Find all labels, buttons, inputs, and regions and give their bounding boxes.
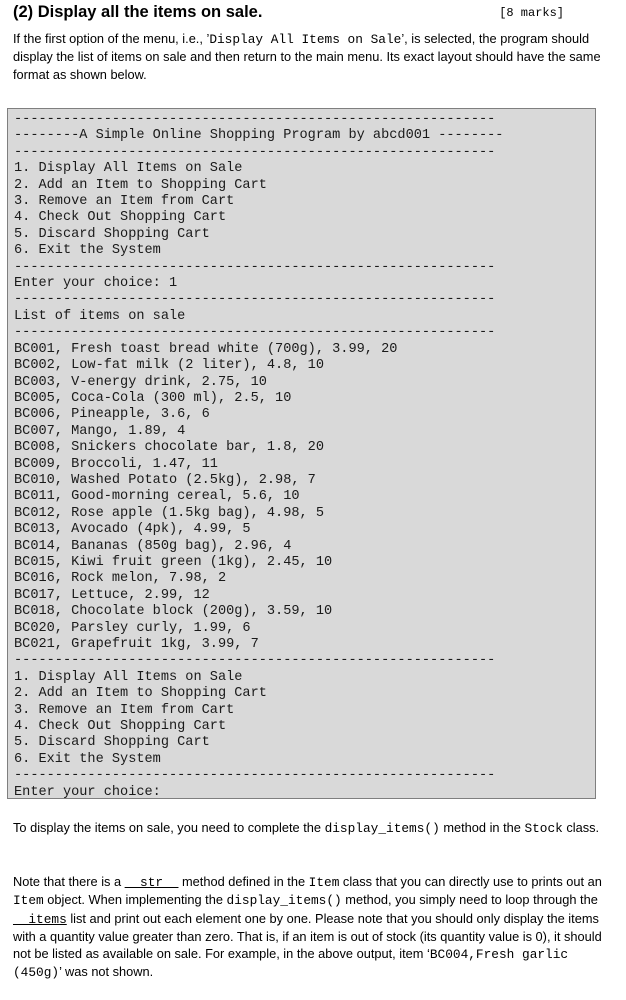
console-separator-line: ----------------------------------------------------------- — [14, 259, 496, 275]
para3-code-method: display_items() — [226, 893, 342, 909]
display-items-paragraph — [13, 819, 603, 837]
console-separator-line: --------A Simple Online Shopping Program by abcd001 -------- — [14, 128, 504, 144]
para3-code-item: Item — [308, 875, 340, 890]
console-separator-line: ----------------------------------------------------------- — [14, 768, 496, 784]
para2-text-3: class. — [562, 820, 600, 835]
console-line: BC017, Lettuce, 2.99, 12 — [14, 587, 210, 603]
console-line: Enter your choice: — [14, 784, 161, 800]
console-line: 3. Remove an Item from Cart — [14, 194, 235, 210]
console-line: 5. Discard Shopping Cart — [14, 735, 210, 751]
note-paragraph — [13, 873, 603, 982]
para3-code-str: __str__ — [124, 875, 179, 890]
para3-text-2: method defined in the — [178, 874, 309, 889]
para2-code-class: Stock — [524, 821, 563, 836]
console-separator-line: ----------------------------------------------------------- — [14, 144, 496, 160]
para3-text-1: Note that there is a — [13, 874, 125, 889]
intro-text-2: ’, is selected, the program should display the list of items on sale and then return to the main menu. Its exact layout should have the same format as shown below. — [13, 31, 601, 82]
para2-code-method: display_items() — [324, 821, 440, 836]
para3-text-4: object. When implementing the — [43, 892, 227, 908]
para3-text-7: ’ was not shown. — [59, 964, 154, 980]
para3-code-items: __items — [13, 911, 67, 927]
console-line: BC008, Snickers chocolate bar, 1.8, 20 — [14, 440, 324, 456]
console-line: 4. Check Out Shopping Cart — [14, 210, 227, 226]
console-output-box — [7, 108, 596, 799]
console-line: BC009, Broccoli, 1.47, 11 — [14, 456, 218, 472]
para3-code-item-2: Item — [13, 893, 44, 909]
console-line: 6. Exit the System — [14, 243, 161, 259]
console-separator-line: ----------------------------------------------------------- — [14, 112, 496, 127]
console-line: BC014, Bananas (850g bag), 2.96, 4 — [14, 538, 292, 554]
console-separator-line: ----------------------------------------------------------- — [14, 325, 496, 341]
console-line: BC012, Rose apple (1.5kg bag), 4.98, 5 — [14, 505, 324, 521]
console-line: BC018, Chocolate block (200g), 3.59, 10 — [14, 604, 333, 620]
para2-text-2: method in the — [439, 820, 525, 835]
console-line: BC015, Kiwi fruit green (1kg), 2.45, 10 — [14, 554, 333, 570]
console-line: BC007, Mango, 1.89, 4 — [14, 423, 186, 439]
para2-text-1: To display the items on sale, you need to complete the — [13, 820, 325, 835]
console-line: 2. Add an Item to Shopping Cart — [14, 177, 267, 193]
section-heading: (2) Display all the items on sale. — [13, 3, 263, 21]
console-line: BC010, Washed Potato (2.5kg), 2.98, 7 — [14, 472, 316, 488]
console-line: 5. Discard Shopping Cart — [14, 226, 210, 242]
console-line: 6. Exit the System — [14, 751, 161, 767]
para3-code-example: BC004,Fresh garlic (450g) — [13, 947, 569, 981]
console-line: BC011, Good-morning cereal, 5.6, 10 — [14, 489, 300, 505]
intro-text-1: If the first option of the menu, i.e., ’ — [13, 31, 210, 46]
intro-code-option: Display All Items on Sale — [209, 32, 402, 47]
console-line: 1. Display All Items on Sale — [14, 669, 243, 685]
console-line: 4. Check Out Shopping Cart — [14, 719, 227, 735]
para3-text-5: method, you simply need to loop through the — [341, 892, 598, 908]
para3-text-6: list and print out each element one by one. Please note that you should only display the items with a quantity value greater than zero. That is, if an item is out of stock (its quantity value is 0), it should not be listed as available on sale. For example, in the above output, item ‘ — [13, 910, 602, 962]
console-line: 2. Add an Item to Shopping Cart — [14, 686, 267, 702]
console-line: BC001, Fresh toast bread white (700g), 3.99, 20 — [14, 341, 398, 357]
console-line: BC002, Low-fat milk (2 liter), 4.8, 10 — [14, 358, 324, 374]
console-line: BC020, Parsley curly, 1.99, 6 — [14, 620, 251, 636]
marks-label: [8 marks] — [499, 6, 564, 20]
console-separator-line: ----------------------------------------------------------- — [14, 653, 496, 669]
console-line: BC021, Grapefruit 1kg, 3.99, 7 — [14, 637, 259, 652]
console-line: BC006, Pineapple, 3.6, 6 — [14, 407, 210, 423]
console-lines — [14, 112, 503, 801]
console-line: BC016, Rock melon, 7.98, 2 — [14, 571, 227, 587]
console-separator-line: ----------------------------------------------------------- — [14, 292, 496, 308]
console-line: Enter your choice: 1 — [14, 276, 178, 292]
console-line: BC013, Avocado (4pk), 4.99, 5 — [14, 522, 251, 538]
console-line: BC005, Coca-Cola (300 ml), 2.5, 10 — [14, 390, 292, 406]
console-line: 3. Remove an Item from Cart — [14, 702, 235, 718]
para3-text-3: class that you can directly use to prints out an — [339, 874, 602, 889]
console-line: BC003, V-energy drink, 2.75, 10 — [14, 374, 267, 390]
intro-paragraph — [13, 30, 603, 83]
console-line: List of items on sale — [14, 308, 186, 324]
console-line: 1. Display All Items on Sale — [14, 161, 243, 177]
